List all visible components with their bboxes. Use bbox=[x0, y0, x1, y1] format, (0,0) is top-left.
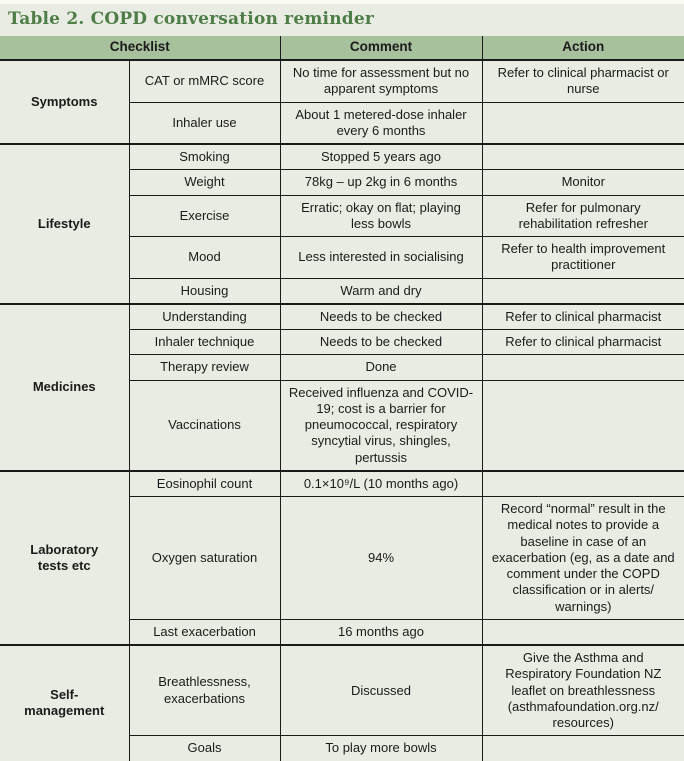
header-row bbox=[0, 36, 684, 60]
item-cell: Goals bbox=[129, 736, 280, 761]
comment-cell: 16 months ago bbox=[280, 619, 482, 645]
action-cell bbox=[482, 355, 684, 380]
item-cell: Mood bbox=[129, 237, 280, 279]
comment-cell: To play more bowls bbox=[280, 736, 482, 761]
comment-cell: Needs to be checked bbox=[280, 330, 482, 355]
action-cell: Refer for pulmonary rehabilitation refresher bbox=[482, 195, 684, 237]
action-cell bbox=[482, 619, 684, 645]
action-cell: Monitor bbox=[482, 170, 684, 195]
table-row bbox=[0, 304, 684, 330]
comment-cell: Received influenza and COVID-19; cost is a barrier for pneumococcal, respiratory syncytial virus, shingles, pertussis bbox=[280, 380, 482, 471]
group-label: Laboratory tests etc bbox=[0, 471, 129, 645]
action-cell: Give the Asthma and Respiratory Foundation NZ leaflet on breathlessness (asthmafoundation.org.nz/ resources) bbox=[482, 645, 684, 736]
item-cell: Understanding bbox=[129, 304, 280, 330]
comment-cell: Discussed bbox=[280, 645, 482, 736]
group-label: Self-management bbox=[0, 645, 129, 761]
action-cell: Refer to clinical pharmacist bbox=[482, 304, 684, 330]
item-cell: Therapy review bbox=[129, 355, 280, 380]
item-cell: Vaccinations bbox=[129, 380, 280, 471]
action-cell bbox=[482, 471, 684, 497]
comment-cell: 0.1×10⁹/L (10 months ago) bbox=[280, 471, 482, 497]
comment-cell: Stopped 5 years ago bbox=[280, 144, 482, 170]
header-comment: Comment bbox=[280, 36, 482, 60]
comment-cell: No time for assessment but no apparent symptoms bbox=[280, 60, 482, 102]
table-row bbox=[0, 471, 684, 497]
comment-cell: Warm and dry bbox=[280, 278, 482, 304]
table-header bbox=[0, 36, 684, 60]
item-cell: Exercise bbox=[129, 195, 280, 237]
comment-cell: Less interested in socialising bbox=[280, 237, 482, 279]
table-title: Table 2. COPD conversation reminder bbox=[8, 9, 375, 29]
comment-cell: Erratic; okay on flat; playing less bowls bbox=[280, 195, 482, 237]
item-cell: Eosinophil count bbox=[129, 471, 280, 497]
action-cell bbox=[482, 144, 684, 170]
item-cell: Inhaler technique bbox=[129, 330, 280, 355]
action-cell bbox=[482, 736, 684, 761]
copd-table bbox=[0, 36, 684, 761]
group-label: Medicines bbox=[0, 304, 129, 471]
table-body bbox=[0, 60, 684, 761]
table-row bbox=[0, 645, 684, 736]
comment-cell: Done bbox=[280, 355, 482, 380]
header-checklist: Checklist bbox=[0, 36, 280, 60]
comment-cell: About 1 metered-dose inhaler every 6 months bbox=[280, 102, 482, 144]
item-cell: CAT or mMRC score bbox=[129, 60, 280, 102]
group-label: Lifestyle bbox=[0, 144, 129, 304]
item-cell: Housing bbox=[129, 278, 280, 304]
action-cell: Record “normal” result in the medical notes to provide a baseline in case of an exacerbation (eg, as a date and comment under the COPD classification or in alerts/ warnings) bbox=[482, 497, 684, 620]
action-cell bbox=[482, 278, 684, 304]
comment-cell: 94% bbox=[280, 497, 482, 620]
item-cell: Breathlessness, exacerbations bbox=[129, 645, 280, 736]
comment-cell: 78kg – up 2kg in 6 months bbox=[280, 170, 482, 195]
header-action: Action bbox=[482, 36, 684, 60]
item-cell: Weight bbox=[129, 170, 280, 195]
action-cell: Refer to clinical pharmacist or nurse bbox=[482, 60, 684, 102]
action-cell bbox=[482, 380, 684, 471]
item-cell: Inhaler use bbox=[129, 102, 280, 144]
action-cell: Refer to clinical pharmacist bbox=[482, 330, 684, 355]
item-cell: Smoking bbox=[129, 144, 280, 170]
item-cell: Last exacerbation bbox=[129, 619, 280, 645]
action-cell: Refer to health improvement practitioner bbox=[482, 237, 684, 279]
table-row bbox=[0, 144, 684, 170]
action-cell bbox=[482, 102, 684, 144]
group-label: Symptoms bbox=[0, 60, 129, 144]
table-row bbox=[0, 60, 684, 102]
comment-cell: Needs to be checked bbox=[280, 304, 482, 330]
item-cell: Oxygen saturation bbox=[129, 497, 280, 620]
